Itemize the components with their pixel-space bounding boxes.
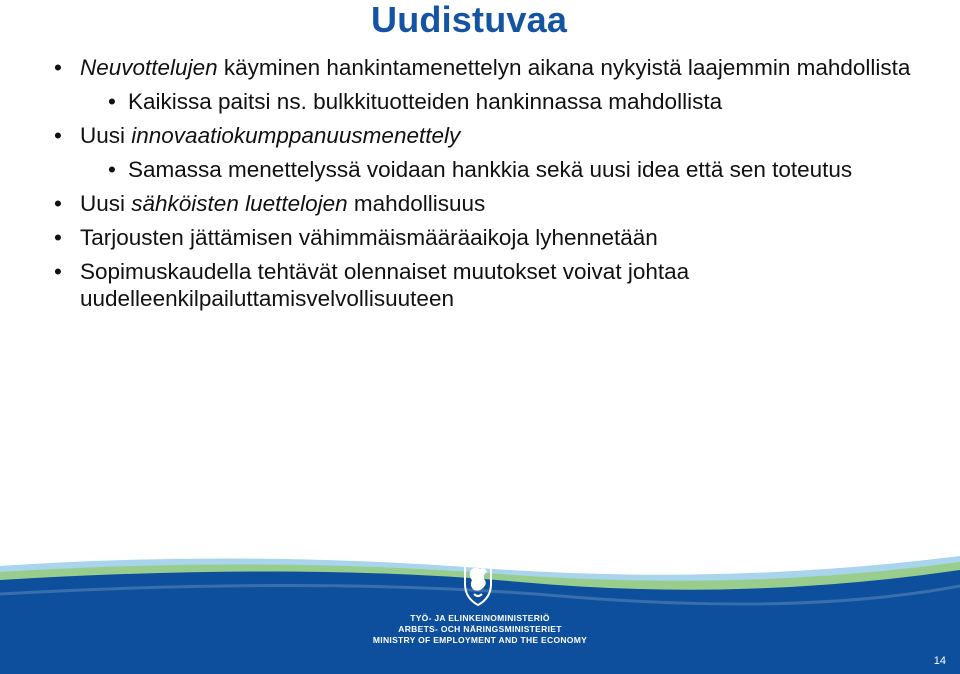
bullet-text: Samassa menettelyssä voidaan hankkia sekä uusi idea että sen toteutus: [128, 157, 853, 182]
bullet-marker: •: [54, 191, 62, 216]
bullet-text: Tarjousten jättämisen vähimmäismääräaikoja lyhennetään: [80, 225, 658, 250]
lion-crest-icon: [455, 558, 501, 608]
sub-bullet-item: [50, 88, 930, 115]
bullet-text-italic: sähköisten luettelojen: [131, 191, 348, 216]
bullet-text-italic: Neuvottelujen: [80, 55, 218, 80]
ministry-name-en: MINISTRY OF EMPLOYMENT AND THE ECONOMY: [372, 635, 588, 645]
bullet-item: [50, 54, 930, 81]
bullet-item: [50, 258, 930, 312]
ministry-name-fi: TYÖ- JA ELINKEINOMINISTERIÖ: [410, 613, 550, 623]
page-number: 14: [933, 655, 946, 667]
bullet-text: Kaikissa paitsi ns. bulkkituotteiden hankinnassa mahdollista: [128, 89, 723, 114]
slide-title: Uudistuvaa: [371, 0, 568, 40]
bullet-marker: •: [108, 89, 116, 114]
ministry-name-sv: ARBETS- OCH NÄRINGSMINISTERIET: [398, 624, 562, 634]
bullet-marker: •: [54, 123, 62, 148]
bullet-marker: •: [108, 157, 116, 182]
sub-bullet-item: [50, 156, 930, 183]
bullet-list: [50, 54, 930, 319]
bullet-item: [50, 224, 930, 251]
bullet-item: [50, 190, 930, 217]
bullet-marker: •: [54, 55, 62, 80]
footer-band: [0, 548, 960, 674]
bullet-text: Uusi: [80, 191, 132, 216]
bullet-item: [50, 122, 930, 149]
bullet-text: mahdollisuus: [347, 191, 486, 216]
bullet-text: käyminen hankintamenettelyn aikana nykyistä laajemmin mahdollista: [217, 55, 911, 80]
bullet-text: Uusi: [80, 123, 132, 148]
bullet-text: Sopimuskaudella tehtävät olennaiset muutokset voivat johtaa uudelleenkilpailuttamisvelvollisuuteen: [80, 259, 690, 311]
bullet-marker: •: [54, 259, 62, 284]
bullet-marker: •: [54, 225, 62, 250]
bullet-text-italic: innovaatiokumppanuusmenettely: [131, 123, 461, 148]
